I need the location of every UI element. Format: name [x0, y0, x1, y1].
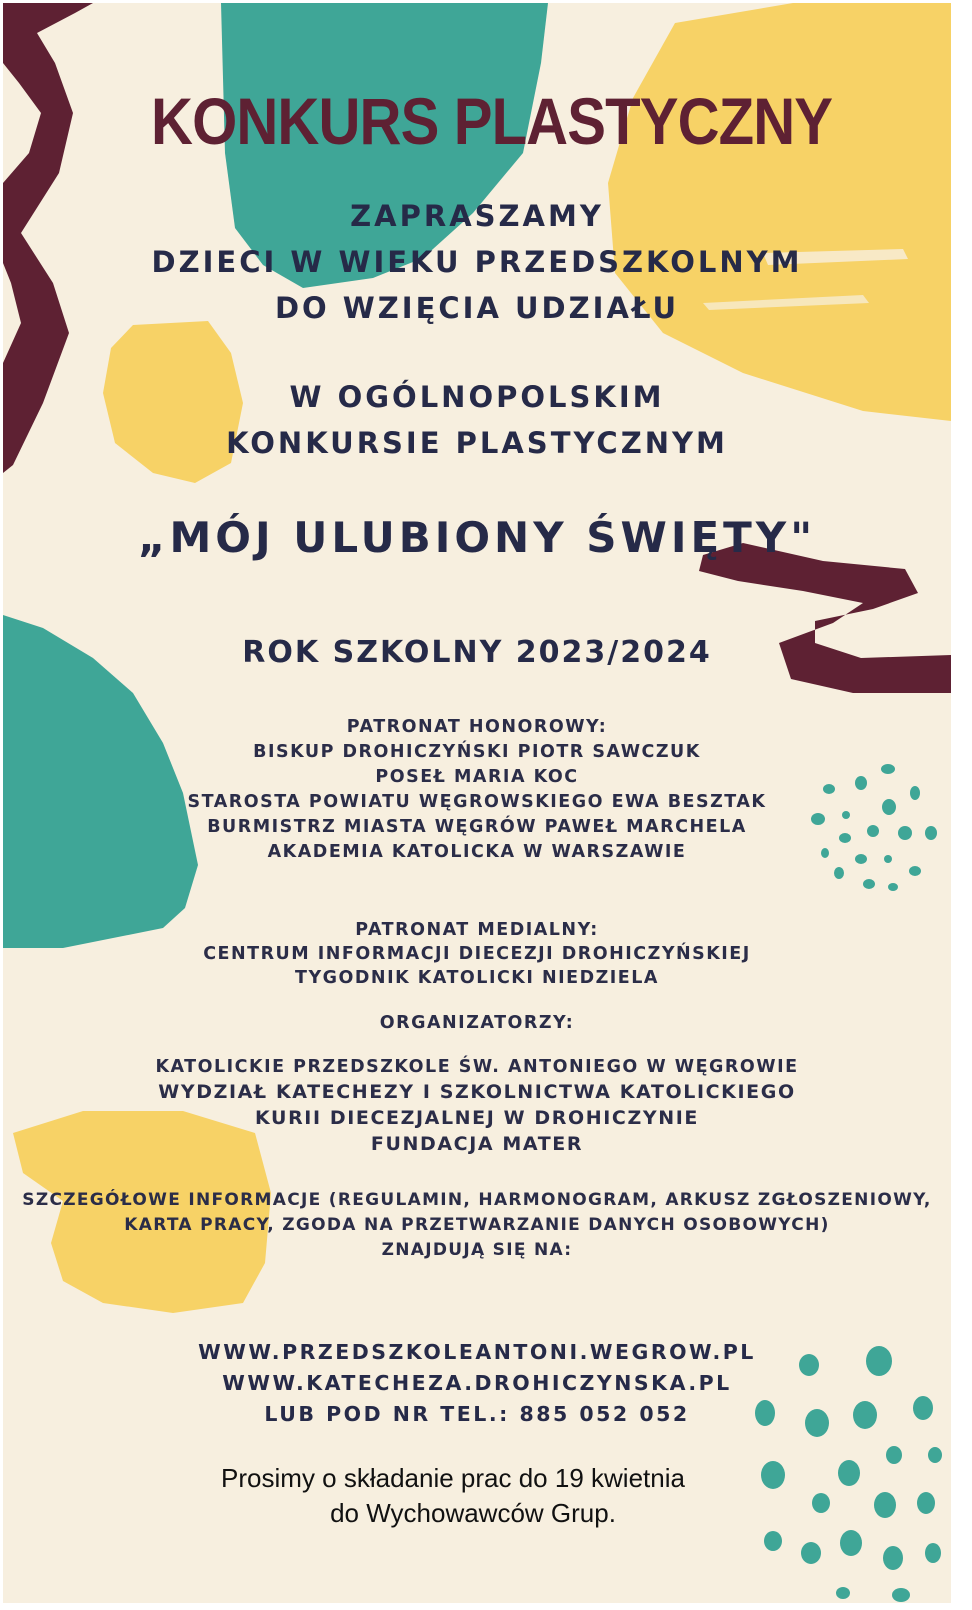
honorary-patron: AKADEMIA KATOLICKA W WARSZAWIE	[267, 842, 687, 862]
honorary-patron: BISKUP DROHICZYŃSKI PIOTR SAWCZUK	[253, 742, 701, 762]
invitation-line: DO WZIĘCIA UDZIAŁU	[274, 291, 680, 325]
media-patron: TYGODNIK KATOLICKI NIEDZIELA	[295, 968, 659, 988]
contest-intro-block	[3, 374, 951, 466]
invitation-block	[3, 193, 951, 331]
submission-note	[103, 1461, 803, 1531]
website-link[interactable]: WWW.PRZEDSZKOLEANTONI.WEGROW.PL	[198, 1340, 756, 1364]
honorary-patron: BURMISTRZ MIASTA WĘGRÓW PAWEŁ MARCHELA	[207, 817, 747, 837]
honorary-patronage-block	[3, 715, 951, 865]
contest-intro-line: KONKURSIE PLASTYCZNYM	[226, 426, 728, 460]
note-line: do Wychowawców Grup.	[330, 1498, 616, 1528]
phone-number: LUB POD NR TEL.: 885 052 052	[264, 1402, 690, 1426]
organizer-line: KATOLICKIE PRZEDSZKOLE ŚW. ANTONIEGO W WĘGROWIE	[155, 1057, 799, 1077]
school-year: ROK SZKOLNY 2023/2024	[242, 635, 712, 670]
contacts-block	[3, 1337, 951, 1430]
details-line: ZNAJDUJĄ SIĘ NA:	[381, 1240, 573, 1260]
contest-name: „MÓJ ULUBIONY ŚWIĘTY"	[137, 513, 817, 562]
maroon-zigzag-stroke-right	[699, 543, 951, 693]
website-link[interactable]: WWW.KATECHEZA.DROHICZYNSKA.PL	[222, 1371, 732, 1395]
media-patronage-heading: PATRONAT MEDIALNY:	[355, 920, 599, 940]
details-line: SZCZEGÓŁOWE INFORMACJE (REGULAMIN, HARMONOGRAM, ARKUSZ ZGŁOSZENIOWY,	[22, 1190, 932, 1210]
organizer-line: WYDZIAŁ KATECHEZY I SZKOLNICTWA KATOLICKIEGO	[158, 1081, 796, 1103]
organizer-line: FUNDACJA MATER	[370, 1133, 584, 1155]
note-line: Prosimy o składanie prac do 19 kwietnia	[221, 1463, 685, 1493]
invitation-line: DZIECI W WIEKU PRZEDSZKOLNYM	[151, 245, 803, 279]
invitation-line: ZAPRASZAMY	[350, 199, 604, 233]
media-patronage-block	[3, 918, 951, 990]
details-block	[3, 1188, 951, 1263]
honorary-patron: POSEŁ MARIA KOC	[375, 767, 579, 787]
honorary-patronage-heading: PATRONAT HONOROWY:	[346, 717, 608, 737]
poster-title: KONKURS PLASTYCZNY	[151, 84, 833, 158]
organizers-block	[3, 1079, 951, 1157]
details-line: KARTA PRACY, ZGODA NA PRZETWARZANIE DANYCH OSOBOWYCH)	[124, 1215, 830, 1235]
organizers-heading: ORGANIZATORZY:	[379, 1013, 575, 1033]
media-patron: CENTRUM INFORMACJI DIECEZJI DROHICZYŃSKIEJ	[203, 944, 751, 964]
contest-intro-line: W OGÓLNOPOLSKIM	[289, 380, 665, 414]
poster	[3, 3, 951, 1603]
honorary-patron: STAROSTA POWIATU WĘGROWSKIEGO EWA BESZTAK	[187, 792, 767, 812]
organizer-line: KURII DIECEZJALNEJ W DROHICZYNIE	[255, 1107, 699, 1129]
